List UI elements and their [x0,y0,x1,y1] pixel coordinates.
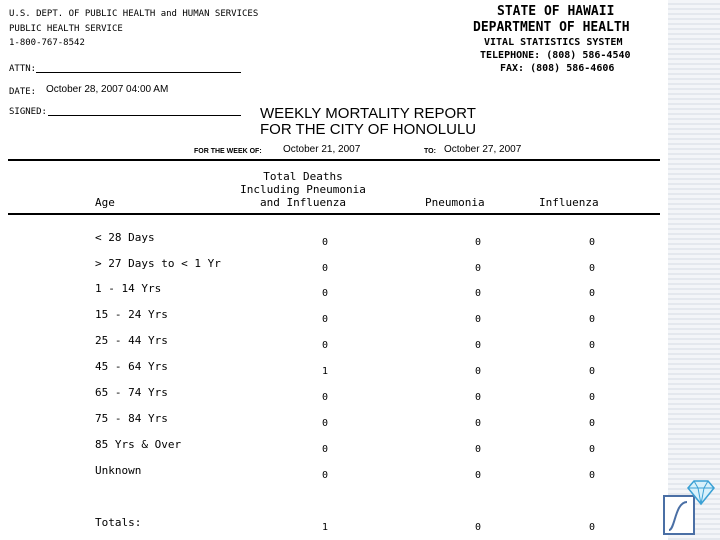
attn-line [36,72,241,73]
row-age: 75 - 84 Yrs [95,412,168,425]
total-deaths-header [230,170,376,209]
row-total: 0 [322,418,329,429]
row-age: > 27 Days to < 1 Yr [95,257,221,270]
row-pneumonia: 0 [475,470,482,481]
week-to: October 27, 2007 [444,144,522,155]
row-influenza: 0 [589,444,596,455]
row-age: 1 - 14 Yrs [95,282,162,295]
row-total: 0 [322,392,329,403]
department-name: DEPARTMENT OF HEALTH [473,20,630,35]
row-pneumonia: 0 [475,340,482,351]
row-influenza: 0 [589,340,596,351]
report-subtitle: FOR THE CITY OF HONOLULU [260,121,477,138]
row-influenza: 0 [589,392,596,403]
row-influenza: 0 [589,314,596,325]
report-title: WEEKLY MORTALITY REPORT [260,105,476,122]
total-header-line1: Total Deaths [263,170,343,183]
total-header-line2: Including Pneumonia [240,183,366,196]
row-pneumonia: 0 [475,263,482,274]
row-age: Unknown [95,464,142,477]
totals-total: 1 [322,522,329,533]
row-age: 45 - 64 Yrs [95,360,168,373]
week-from: October 21, 2007 [283,144,361,155]
row-total: 0 [322,237,329,248]
row-influenza: 0 [589,366,596,377]
row-age: 85 Yrs & Over [95,438,182,451]
age-header: Age [95,196,115,209]
pneumonia-header: Pneumonia [425,196,485,209]
signed-line [48,115,241,116]
header-bottom-rule [8,213,660,215]
row-influenza: 0 [589,263,596,274]
row-total: 0 [322,314,329,325]
row-pneumonia: 0 [475,366,482,377]
report-date: October 28, 2007 04:00 AM [46,84,169,95]
week-label: FOR THE WEEK OF: [194,148,262,155]
row-total: 0 [322,340,329,351]
totals-pneumonia: 0 [475,522,482,533]
fax: FAX: (808) 586-4606 [500,63,615,74]
row-influenza: 0 [589,288,596,299]
total-header-line3: and Influenza [259,196,347,209]
row-total: 0 [322,444,329,455]
date-label: DATE: [9,87,37,97]
slide-side-strip [668,0,720,540]
influenza-header: Influenza [539,196,599,209]
row-influenza: 0 [589,418,596,429]
state-name: STATE OF HAWAII [497,4,615,19]
row-pneumonia: 0 [475,314,482,325]
row-total: 0 [322,288,329,299]
row-age: 65 - 74 Yrs [95,386,168,399]
row-pneumonia: 0 [475,418,482,429]
row-total: 0 [322,263,329,274]
diamond-logo-icon [661,478,717,536]
telephone: TELEPHONE: (808) 586-4540 [480,50,631,61]
phone-number: 1-800-767-8542 [9,38,85,48]
totals-influenza: 0 [589,522,596,533]
table-top-rule [8,159,660,161]
row-total: 0 [322,470,329,481]
row-age: < 28 Days [95,231,155,244]
row-age: 15 - 24 Yrs [95,308,168,321]
row-pneumonia: 0 [475,392,482,403]
to-label: TO: [424,148,436,155]
system-name: VITAL STATISTICS SYSTEM [484,37,623,48]
row-pneumonia: 0 [475,288,482,299]
agency-name: U.S. DEPT. OF PUBLIC HEALTH and HUMAN SERVICES [9,9,259,19]
service-name: PUBLIC HEALTH SERVICE [9,24,123,34]
row-total: 1 [322,366,329,377]
row-influenza: 0 [589,470,596,481]
totals-label: Totals: [95,516,142,529]
row-influenza: 0 [589,237,596,248]
row-pneumonia: 0 [475,237,482,248]
row-age: 25 - 44 Yrs [95,334,168,347]
attn-label: ATTN: [9,64,37,74]
row-pneumonia: 0 [475,444,482,455]
signed-label: SIGNED: [9,107,47,117]
